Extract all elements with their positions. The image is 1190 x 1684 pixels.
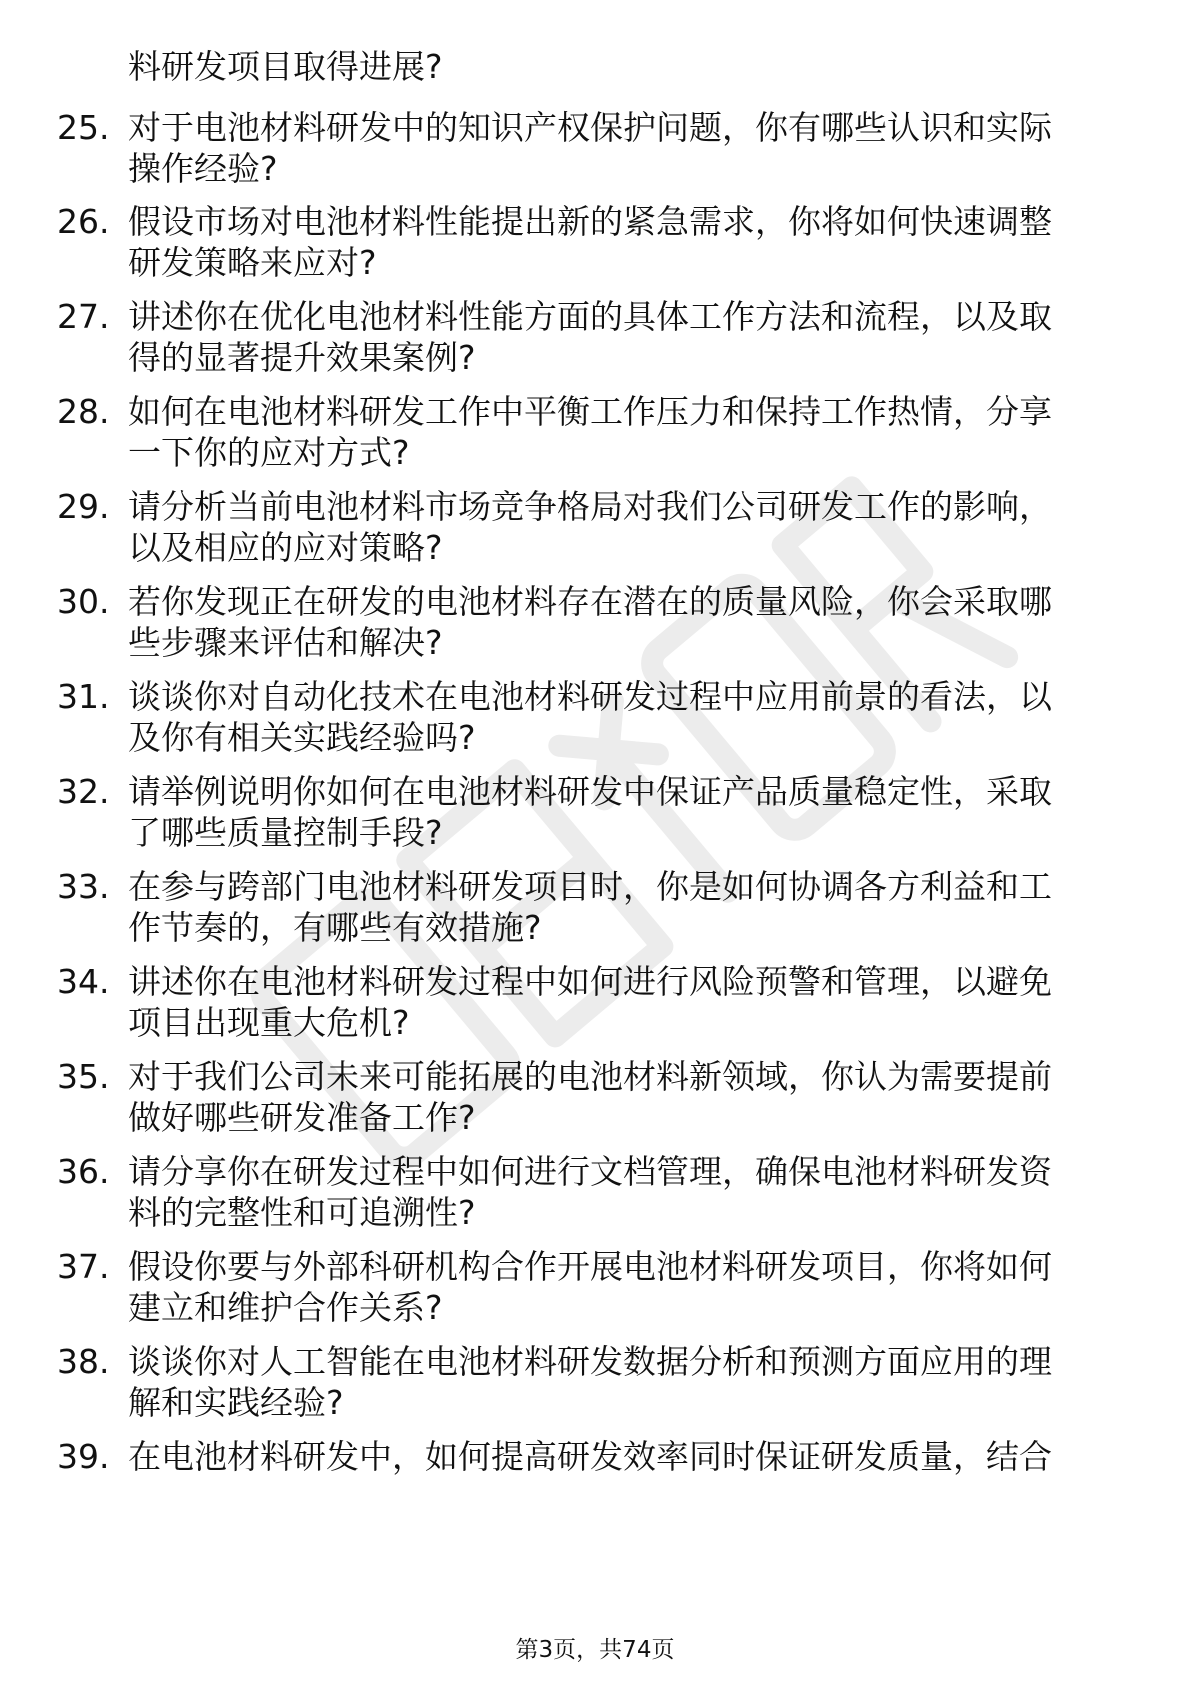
item-number: 28.	[57, 392, 110, 431]
item-text	[128, 107, 1118, 189]
item-line: 谈谈你对人工智能在电池材料研发数据分析和预测方面应用的理	[128, 1342, 1052, 1381]
item-text	[128, 391, 1118, 473]
item-number: 33.	[57, 867, 110, 906]
item-line: 了哪些质量控制手段?	[128, 813, 443, 852]
item-line: 解和实践经验?	[128, 1383, 344, 1422]
item-line: 得的显著提升效果案例?	[128, 338, 476, 377]
item-line: 讲述你在优化电池材料性能方面的具体工作方法和流程，以及取	[128, 297, 1052, 336]
item-line: 讲述你在电池材料研发过程中如何进行风险预警和管理，以避免	[128, 962, 1052, 1001]
item-text	[128, 1341, 1118, 1423]
item-number: 39.	[57, 1437, 110, 1476]
item-number: 36.	[57, 1152, 110, 1191]
item-text	[128, 1246, 1118, 1328]
item-line: 在电池材料研发中，如何提高研发效率同时保证研发质量，结合	[128, 1437, 1052, 1476]
item-line: 对于我们公司未来可能拓展的电池材料新领域，你认为需要提前	[128, 1057, 1052, 1096]
item-text	[128, 201, 1118, 283]
item-text	[128, 46, 1118, 87]
item-number: 25.	[57, 108, 110, 147]
item-number: 38.	[57, 1342, 110, 1381]
item-line: 作节奏的，有哪些有效措施?	[128, 908, 542, 947]
item-line: 在参与跨部门电池材料研发项目时，你是如何协调各方利益和工	[128, 867, 1052, 906]
item-line: 请举例说明你如何在电池材料研发中保证产品质量稳定性，采取	[128, 772, 1052, 811]
item-number: 31.	[57, 677, 110, 716]
item-number: 37.	[57, 1247, 110, 1286]
item-line: 项目出现重大危机?	[128, 1003, 410, 1042]
item-number: 26.	[57, 202, 110, 241]
item-number: 30.	[57, 582, 110, 621]
item-text	[128, 296, 1118, 378]
item-line: 研发策略来应对?	[128, 243, 377, 282]
item-line: 一下你的应对方式?	[128, 433, 410, 472]
item-line: 假设市场对电池材料性能提出新的紧急需求，你将如何快速调整	[128, 202, 1052, 241]
item-text	[128, 866, 1118, 948]
page-footer: 第3页，共74页	[515, 1637, 675, 1663]
item-number: 29.	[57, 487, 110, 526]
item-text	[128, 771, 1118, 853]
item-line: 操作经验?	[128, 149, 278, 188]
item-line: 若你发现正在研发的电池材料存在潜在的质量风险，你会采取哪	[128, 582, 1052, 621]
item-text	[128, 486, 1118, 568]
item-text	[128, 1151, 1118, 1233]
item-line: 料研发项目取得进展?	[128, 47, 443, 86]
item-number: 27.	[57, 297, 110, 336]
item-line: 些步骤来评估和解决?	[128, 623, 443, 662]
item-text	[128, 676, 1118, 758]
item-line: 如何在电池材料研发工作中平衡工作压力和保持工作热情，分享	[128, 392, 1052, 431]
item-line: 及你有相关实践经验吗?	[128, 718, 476, 757]
item-line: 谈谈你对自动化技术在电池材料研发过程中应用前景的看法，以	[128, 677, 1052, 716]
item-number: 34.	[57, 962, 110, 1001]
item-line: 以及相应的应对策略?	[128, 528, 443, 567]
item-line: 做好哪些研发准备工作?	[128, 1098, 476, 1137]
item-text	[128, 1436, 1118, 1477]
item-text	[128, 581, 1118, 663]
item-text	[128, 1056, 1118, 1138]
item-number: 32.	[57, 772, 110, 811]
item-line: 建立和维护合作关系?	[128, 1288, 443, 1327]
item-number: 35.	[57, 1057, 110, 1096]
item-line: 假设你要与外部科研机构合作开展电池材料研发项目，你将如何	[128, 1247, 1052, 1286]
item-line: 请分析当前电池材料市场竞争格局对我们公司研发工作的影响，	[128, 487, 1052, 526]
item-line: 请分享你在研发过程中如何进行文档管理，确保电池材料研发资	[128, 1152, 1052, 1191]
item-line: 对于电池材料研发中的知识产权保护问题，你有哪些认识和实际	[128, 108, 1052, 147]
item-line: 料的完整性和可追溯性?	[128, 1193, 476, 1232]
item-text	[128, 961, 1118, 1043]
